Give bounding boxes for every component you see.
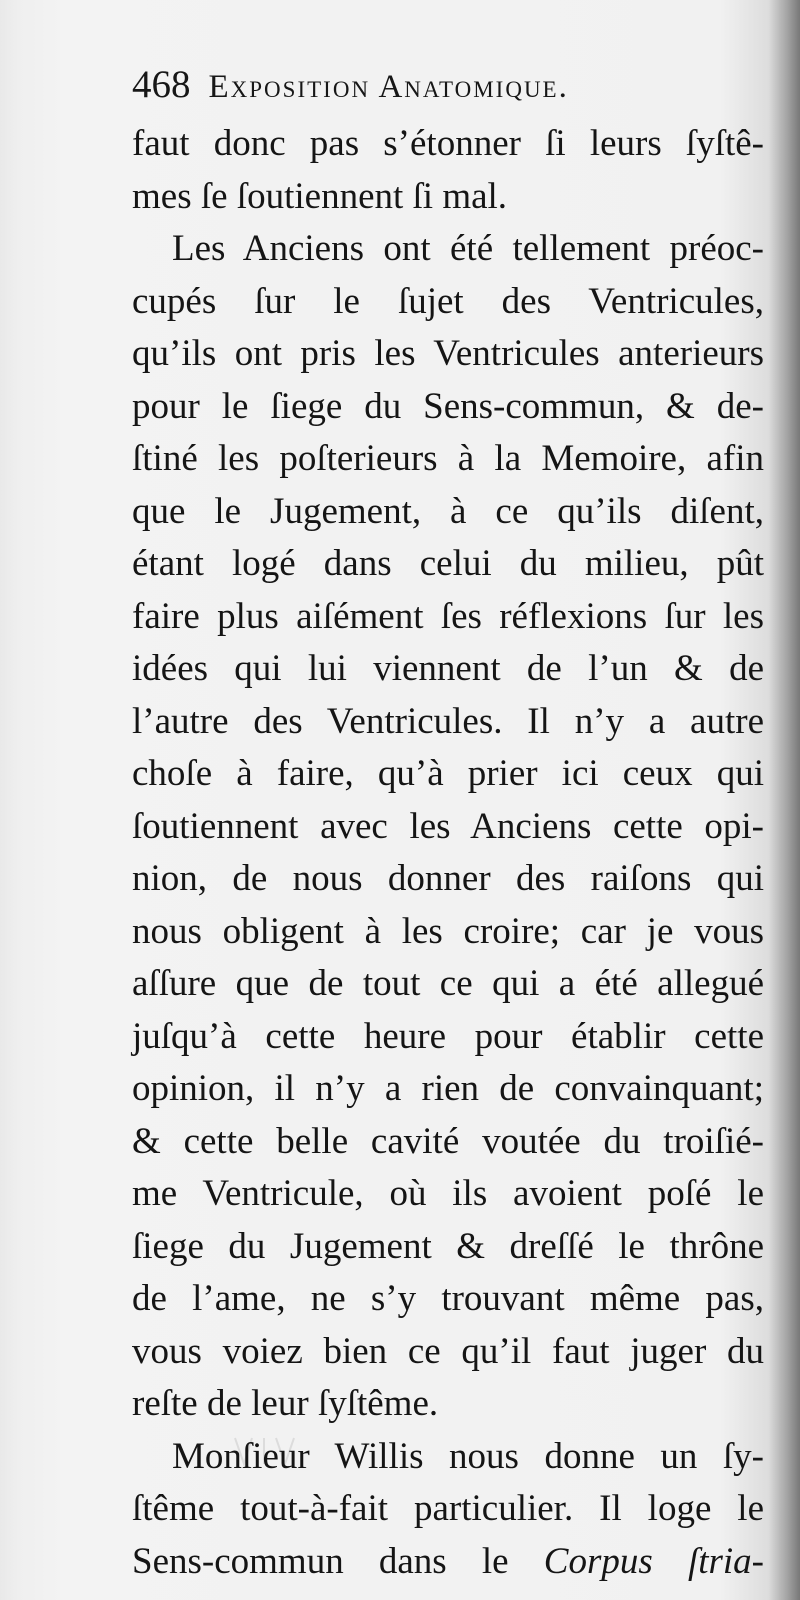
text-line: vous voiez bien ce qu’il faut juger du	[132, 1330, 764, 1372]
text-line: ſtiné les poſterieurs à la Memoire, afin	[132, 438, 764, 479]
text-line: aſſure que de tout ce qui a été allegué	[132, 963, 764, 1004]
text-line: opinion, il n’y a rien de convainquant;	[132, 1068, 764, 1109]
text-line: nion, de nous donner des raiſons qui	[132, 858, 764, 899]
body-text	[132, 118, 764, 1588]
text-line: idées qui lui viennent de l’un & de	[132, 648, 764, 689]
text-line-final	[132, 1536, 764, 1589]
text-line: nous obligent à les croire; car je vous	[132, 910, 764, 952]
text-line: & cette belle cavité voutée du troiſié-	[132, 1120, 764, 1162]
italic-latin-term: Corpus ſtria-	[543, 1540, 764, 1582]
text-line: choſe à faire, qu’à prier ici ceux qui	[132, 753, 764, 794]
text-line: mes ſe ſoutiennent ſi mal.	[132, 175, 508, 217]
text-line: étant logé dans celui du milieu, pût	[132, 543, 764, 584]
text-line: Les Anciens ont été tellement préoc-	[172, 228, 764, 269]
text-line: de l’ame, ne s’y trouvant même pas,	[132, 1278, 764, 1319]
text-line: juſqu’à cette heure pour établir cette	[132, 1015, 764, 1057]
text-line: ſiege du Jugement & dreſſé le thrône	[132, 1225, 764, 1267]
text-line: ſtême tout-à-fait particulier. Il loge le	[132, 1488, 764, 1529]
text-line: pour le ſiege du Sens-commun, & de-	[132, 385, 764, 427]
text-line: que le Jugement, à ce qu’ils diſent,	[132, 490, 764, 532]
running-title: Exposition Anatomique.	[208, 69, 569, 105]
text-line-roman: Sens-commun dans le	[132, 1540, 509, 1582]
text-line: l’autre des Ventricules. Il n’y a autre	[132, 700, 764, 742]
text-line: ſoutiennent avec les Anciens cette opi-	[132, 805, 764, 847]
text-line: faut donc pas s’étonner ſi leurs ſyſtê-	[132, 123, 764, 164]
running-header	[132, 62, 772, 112]
text-line: cupés ſur le ſujet des Ventricules,	[132, 280, 764, 322]
text-line: qu’ils ont pris les Ventricules anterieurs	[132, 333, 764, 374]
text-line: reſte de leur ſyſtême.	[132, 1383, 439, 1424]
spine-shadow	[768, 0, 800, 1600]
page-number: 468	[132, 63, 191, 106]
text-line: faire plus aiſément ſes réflexions ſur les	[132, 595, 764, 637]
text-line: Monſieur Willis nous donne un ſy-	[172, 1435, 764, 1477]
text-line: me Ventricule, où ils avoient poſé le	[132, 1173, 764, 1214]
